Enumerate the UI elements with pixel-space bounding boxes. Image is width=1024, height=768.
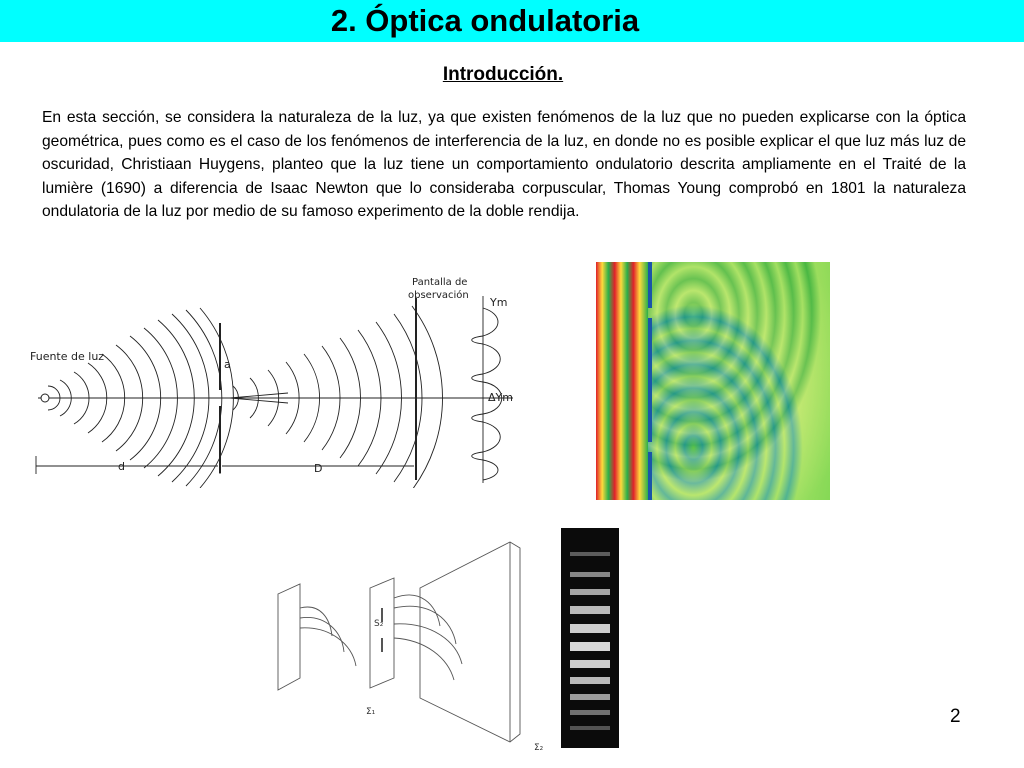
ym-label: Ym — [490, 296, 508, 309]
interference-simulation-image — [596, 262, 830, 500]
projection-volume — [420, 542, 520, 742]
delta-ym-label: ΔYm — [488, 391, 513, 404]
source-label: Fuente de luz — [30, 350, 105, 363]
double-slit-diagram — [28, 268, 528, 488]
screen-label-line1: Pantalla de — [412, 277, 468, 288]
sigma2-label: Σ₂ — [534, 743, 544, 753]
slit-plate — [370, 578, 394, 688]
slit-a-label: a — [224, 358, 231, 371]
slide-subtitle: Introducción. — [442, 64, 564, 85]
light-source-dot — [41, 394, 49, 402]
interference-fringes-photo — [561, 528, 619, 748]
intro-paragraph: En esta sección, se considera la naturaleza de la luz, ya que existen fenómenos de la luz que no pueden explicarse con la óptica geométrica, pues como es el caso de los fenómenos de interferencia de la luz, en donde no es posible explicar el que luz más luz de oscuridad, Christiaan Huygens, planteo que la luz tiene un comportamiento ondulatorio descrita ampliamente en el Traité de la lumière (1690) a diferencia de Isaac Newton que lo consideraba corpuscular, Thomas Young comprobó en 1801 la naturaleza ondulatoria de la luz por medio de su famoso experimento de la doble rendija. — [42, 109, 966, 221]
lower-slit-ripples — [648, 262, 830, 500]
s2-label: S₂ — [374, 619, 384, 629]
source-plate — [278, 584, 300, 690]
double-slit-perspective-sketch — [270, 528, 560, 760]
barrier-top — [648, 262, 652, 308]
barrier-bottom — [648, 452, 652, 500]
slide-title: 2. Óptica ondulatoria — [330, 3, 640, 38]
barrier-middle — [648, 318, 652, 442]
page-number: 2 — [950, 706, 961, 727]
D-label: D — [314, 462, 323, 475]
sigma1-label: Σ₁ — [366, 707, 376, 717]
screen-label-line2: observación — [408, 290, 469, 301]
incident-plane-waves — [596, 262, 648, 500]
d-label: d — [118, 460, 125, 473]
diffracted-wavefronts — [230, 306, 443, 488]
